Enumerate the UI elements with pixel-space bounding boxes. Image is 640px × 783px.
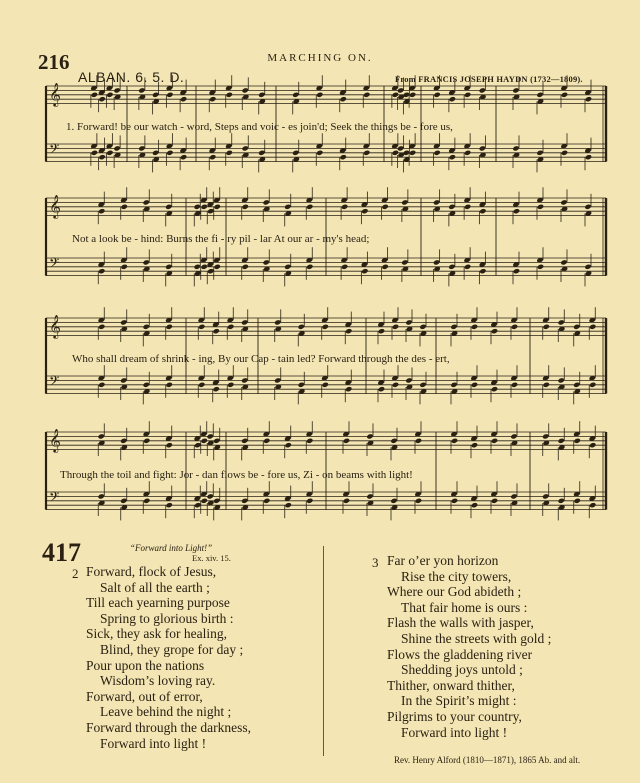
treble-clef-icon: 𝄞 xyxy=(49,314,61,338)
note-head xyxy=(207,268,214,274)
note-head xyxy=(298,324,305,330)
note-head xyxy=(419,324,426,330)
note-head xyxy=(536,150,543,156)
note-head xyxy=(585,154,592,160)
note-head xyxy=(98,433,105,439)
verse-line: Wisdom’s loving ray. xyxy=(100,673,216,689)
note-head xyxy=(450,324,457,330)
note-head xyxy=(464,204,471,210)
note-head xyxy=(479,208,486,214)
note-head xyxy=(589,382,596,388)
lyric-line-1: 1. Forward! be our watch - word, Steps and voic - es join'd; Seek the things be - fore us, xyxy=(66,121,453,133)
verse-2-number: 2 xyxy=(72,566,79,581)
note-head xyxy=(561,150,568,156)
verse-line: Where our God abideth ; xyxy=(387,584,522,600)
note-head xyxy=(381,264,388,270)
note-head xyxy=(201,498,208,504)
note-head xyxy=(381,204,388,210)
verse-line: Forward through the darkness, xyxy=(86,719,251,735)
note-head xyxy=(226,150,233,156)
note-head xyxy=(392,92,399,98)
verse-3 xyxy=(387,553,551,740)
note-head xyxy=(98,208,105,214)
note-head xyxy=(113,87,120,93)
note-head xyxy=(242,87,249,93)
note-head xyxy=(98,382,105,388)
note-head xyxy=(363,150,370,156)
column-divider xyxy=(323,546,324,756)
note-head xyxy=(448,264,455,270)
note-head xyxy=(292,92,299,98)
note-head xyxy=(285,502,292,508)
note-head xyxy=(574,438,581,444)
note-head xyxy=(378,328,385,334)
verse-line: Flash the walls with jasper, xyxy=(387,615,534,631)
note-head xyxy=(390,498,397,504)
note-head xyxy=(201,264,208,270)
verse-line: Rise the city towers, xyxy=(401,568,512,584)
note-head xyxy=(491,386,498,392)
note-head xyxy=(241,438,248,444)
note-head xyxy=(201,204,208,210)
note-head xyxy=(242,264,249,270)
note-head xyxy=(166,92,173,98)
verse-line: Forward, flock of Jesus, xyxy=(86,564,217,579)
note-head xyxy=(194,264,201,270)
note-head xyxy=(284,204,291,210)
note-head xyxy=(258,92,265,98)
note-head xyxy=(589,324,596,330)
note-head xyxy=(166,150,173,156)
note-head xyxy=(306,264,313,270)
note-head xyxy=(415,498,422,504)
note-head xyxy=(143,199,150,205)
note-head xyxy=(214,264,221,270)
note-head xyxy=(558,498,565,504)
note-head xyxy=(194,502,201,508)
note-head xyxy=(274,377,281,383)
note-head xyxy=(433,150,440,156)
note-head xyxy=(143,438,150,444)
note-head xyxy=(120,498,127,504)
verse-line: Thither, onward thither, xyxy=(387,677,515,693)
verse-line: That fair home is ours : xyxy=(401,599,528,615)
note-head xyxy=(341,264,348,270)
note-head xyxy=(209,96,216,102)
note-head xyxy=(543,324,550,330)
note-head xyxy=(198,324,205,330)
note-head xyxy=(405,319,412,325)
note-head xyxy=(513,268,520,274)
note-head xyxy=(560,259,567,265)
author-attribution: Rev. Henry Alford (1810—1871), 1865 Ab. and alt. xyxy=(394,755,581,765)
note-head xyxy=(227,324,234,330)
note-head xyxy=(241,319,248,325)
note-head xyxy=(340,96,347,102)
verse-line: Pour upon the nations xyxy=(86,657,205,673)
note-head xyxy=(98,268,105,274)
note-head xyxy=(558,377,565,383)
note-head xyxy=(491,328,498,334)
note-head xyxy=(292,150,299,156)
running-head: MARCHING ON. xyxy=(267,52,373,64)
note-head xyxy=(464,150,471,156)
note-head xyxy=(512,145,519,151)
note-head xyxy=(471,382,478,388)
note-head xyxy=(464,264,471,270)
note-head xyxy=(209,154,216,160)
note-head xyxy=(449,96,456,102)
note-head xyxy=(450,382,457,388)
verse-line: In the Spirit’s might : xyxy=(401,693,517,709)
lyric-line-2: Not a look be - hind: Burns the fi - ry pil - lar At our ar - my's head; xyxy=(72,233,370,245)
note-head xyxy=(361,268,368,274)
verse-line: Forward, out of error, xyxy=(86,688,203,704)
note-head xyxy=(433,259,440,265)
verse-line: Shedding joys untold ; xyxy=(401,662,523,678)
note-head xyxy=(226,92,233,98)
note-head xyxy=(537,264,544,270)
note-head xyxy=(471,502,478,508)
note-head xyxy=(258,150,265,156)
lyric-line-3: Who shall dream of shrink - ing, By our Cap - tain led? Forward through the des - ert, xyxy=(72,353,450,365)
note-head xyxy=(392,382,399,388)
note-head xyxy=(491,438,498,444)
note-head xyxy=(120,438,127,444)
note-head xyxy=(558,438,565,444)
note-head xyxy=(121,204,128,210)
hymn-number: 417 xyxy=(42,538,81,567)
note-head xyxy=(213,438,220,444)
note-head xyxy=(589,502,596,508)
note-head xyxy=(448,204,455,210)
verse-line: Forward into light ! xyxy=(401,724,508,740)
note-head xyxy=(322,324,329,330)
note-head xyxy=(165,204,172,210)
bass-clef-icon: 𝄢 xyxy=(49,255,60,274)
note-head xyxy=(415,438,422,444)
note-head xyxy=(341,204,348,210)
note-head xyxy=(98,493,105,499)
note-head xyxy=(511,324,518,330)
note-head xyxy=(120,377,127,383)
note-head xyxy=(345,386,352,392)
note-head xyxy=(120,319,127,325)
note-head xyxy=(574,498,581,504)
note-head xyxy=(91,150,98,156)
note-head xyxy=(166,442,173,448)
lyric-line-4: Through the toil and fight: Jor - dan flows be - fore us, Zi - on beams with light! xyxy=(60,469,413,481)
treble-clef-icon: 𝄞 xyxy=(49,82,61,106)
treble-clef-icon: 𝄞 xyxy=(49,428,61,452)
note-head xyxy=(284,264,291,270)
note-head xyxy=(98,96,105,102)
note-head xyxy=(180,96,187,102)
note-head xyxy=(536,92,543,98)
page-number: 216 xyxy=(38,50,70,74)
note-head xyxy=(479,268,486,274)
note-head xyxy=(543,382,550,388)
note-head xyxy=(392,150,399,156)
note-head xyxy=(510,493,517,499)
note-head xyxy=(409,92,416,98)
note-head xyxy=(143,324,150,330)
note-head xyxy=(464,92,471,98)
note-head xyxy=(316,150,323,156)
note-head xyxy=(306,498,313,504)
verse-line: Leave behind the night ; xyxy=(100,704,232,720)
verse-line: Far o’er yon horizon xyxy=(387,553,499,568)
note-head xyxy=(207,433,214,439)
note-head xyxy=(316,92,323,98)
note-head xyxy=(298,382,305,388)
note-head xyxy=(479,145,486,151)
note-head xyxy=(513,208,520,214)
note-head xyxy=(560,199,567,205)
verse-line: Sick, they ask for healing, xyxy=(86,626,227,642)
verse-line: Shine the streets with gold ; xyxy=(401,630,552,646)
note-head xyxy=(419,382,426,388)
note-head xyxy=(512,87,519,93)
note-head xyxy=(401,259,408,265)
note-head xyxy=(433,92,440,98)
note-head xyxy=(98,324,105,330)
note-head xyxy=(241,498,248,504)
note-head xyxy=(589,442,596,448)
bass-clef-icon: 𝄢 xyxy=(49,141,60,160)
note-head xyxy=(409,150,416,156)
note-head xyxy=(378,386,385,392)
note-head xyxy=(390,438,397,444)
note-head xyxy=(361,208,368,214)
note-head xyxy=(491,498,498,504)
note-head xyxy=(180,154,187,160)
note-head xyxy=(263,498,270,504)
note-head xyxy=(451,438,458,444)
note-head xyxy=(152,92,159,98)
note-head xyxy=(471,442,478,448)
note-head xyxy=(106,92,113,98)
note-head xyxy=(106,150,113,156)
note-head xyxy=(561,92,568,98)
note-head xyxy=(340,154,347,160)
composer-credit: From FRANCIS JOSEPH HAYDN (1732—1809). xyxy=(395,74,583,84)
note-head xyxy=(401,199,408,205)
note-head xyxy=(363,92,370,98)
note-head xyxy=(213,328,220,334)
note-head xyxy=(227,382,234,388)
note-head xyxy=(207,208,214,214)
note-head xyxy=(113,145,120,151)
note-head xyxy=(542,433,549,439)
note-head xyxy=(345,328,352,334)
hymn-title: “Forward into Light!” xyxy=(130,543,213,553)
note-head xyxy=(138,87,145,93)
note-head xyxy=(263,438,270,444)
tune-name: ALBAN. 6. 5. D. xyxy=(78,69,185,85)
bass-clef-icon: 𝄢 xyxy=(49,489,60,508)
note-head xyxy=(343,438,350,444)
note-head xyxy=(241,377,248,383)
note-head xyxy=(165,264,172,270)
note-head xyxy=(213,498,220,504)
note-head xyxy=(584,204,591,210)
verse-line: Blind, they grope for day ; xyxy=(100,641,244,657)
note-head xyxy=(449,154,456,160)
note-head xyxy=(198,382,205,388)
note-head xyxy=(152,150,159,156)
verse-line: Pilgrims to your country, xyxy=(387,708,522,724)
note-head xyxy=(558,319,565,325)
note-head xyxy=(405,377,412,383)
note-head xyxy=(263,199,270,205)
note-head xyxy=(511,382,518,388)
note-head xyxy=(143,498,150,504)
note-head xyxy=(510,433,517,439)
note-head xyxy=(138,145,145,151)
note-head xyxy=(143,382,150,388)
note-head xyxy=(166,324,173,330)
verse-line: Salt of all the earth ; xyxy=(100,579,210,595)
note-head xyxy=(166,502,173,508)
note-head xyxy=(585,96,592,102)
note-head xyxy=(584,264,591,270)
note-head xyxy=(213,386,220,392)
note-head xyxy=(471,324,478,330)
note-head xyxy=(274,319,281,325)
note-head xyxy=(242,145,249,151)
verse-3-number: 3 xyxy=(372,555,379,570)
note-head xyxy=(242,204,249,210)
note-head xyxy=(397,145,404,151)
bass-clef-icon: 𝄢 xyxy=(49,373,60,392)
treble-clef-icon: 𝄞 xyxy=(49,194,61,218)
note-head xyxy=(121,264,128,270)
note-head xyxy=(433,199,440,205)
note-head xyxy=(343,498,350,504)
note-head xyxy=(306,204,313,210)
note-head xyxy=(143,259,150,265)
note-head xyxy=(392,324,399,330)
note-head xyxy=(306,438,313,444)
verse-line: Forward into light ! xyxy=(100,735,207,751)
note-head xyxy=(166,382,173,388)
verse-line: Till each yearning purpose xyxy=(86,595,230,611)
verse-2 xyxy=(86,564,251,751)
note-head xyxy=(479,87,486,93)
note-head xyxy=(573,324,580,330)
note-head xyxy=(91,92,98,98)
note-head xyxy=(263,259,270,265)
note-head xyxy=(207,493,214,499)
note-head xyxy=(397,87,404,93)
verse-line: Flows the gladdening river xyxy=(387,646,533,662)
note-head xyxy=(214,204,221,210)
note-head xyxy=(366,433,373,439)
note-head xyxy=(322,382,329,388)
note-head xyxy=(451,498,458,504)
note-head xyxy=(194,442,201,448)
note-head xyxy=(201,438,208,444)
note-head xyxy=(542,493,549,499)
note-head xyxy=(194,204,201,210)
note-head xyxy=(366,493,373,499)
note-head xyxy=(573,382,580,388)
note-head xyxy=(285,442,292,448)
scripture-reference: Ex. xiv. 15. xyxy=(192,553,231,563)
note-head xyxy=(98,154,105,160)
verse-line: Spring to glorious birth : xyxy=(100,610,234,626)
note-head xyxy=(537,204,544,210)
